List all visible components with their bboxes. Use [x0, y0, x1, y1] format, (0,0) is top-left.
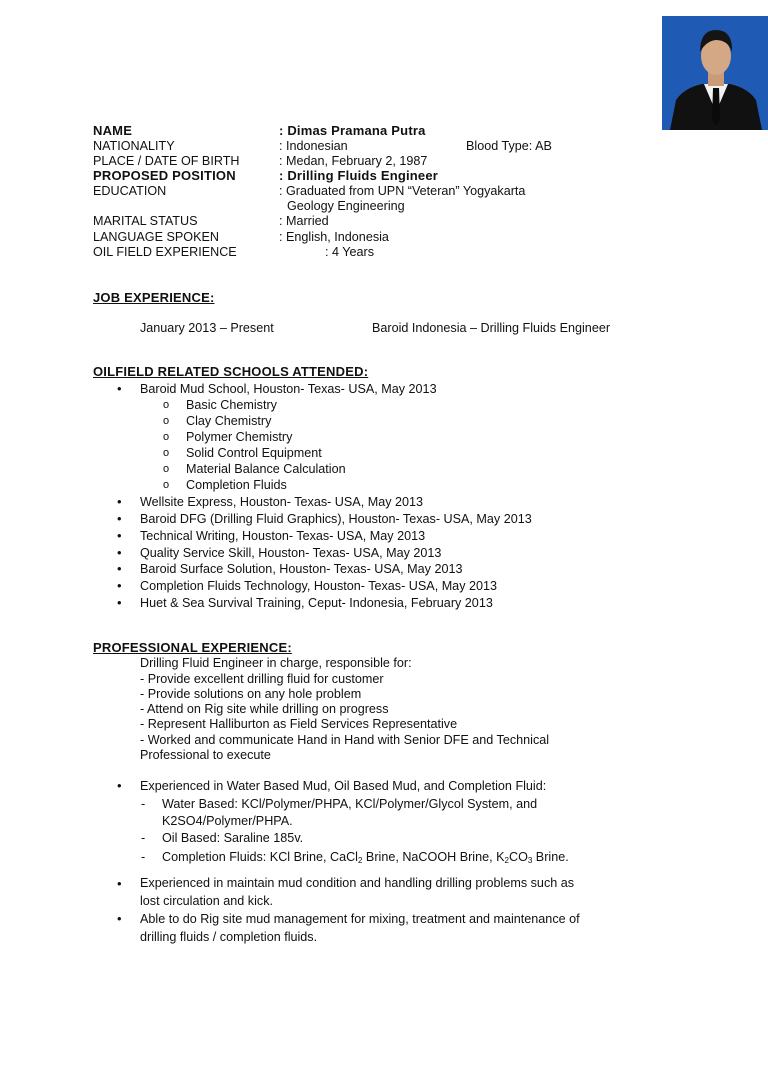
job-period: January 2013 – Present: [140, 321, 274, 335]
school-subitem: Polymer Chemistry: [186, 430, 293, 444]
bullet-icon: •: [117, 595, 122, 610]
schools-heading: OILFIELD RELATED SCHOOLS ATTENDED:: [93, 364, 369, 379]
bullet-icon: •: [117, 911, 122, 926]
circle-bullet-icon: o: [163, 399, 170, 411]
bullet-icon: •: [117, 578, 122, 593]
birth-value: : Medan, February 2, 1987: [279, 154, 428, 168]
nationality-value: : Indonesian: [279, 139, 348, 153]
duty-line: - Attend on Rig site while drilling on progress: [140, 702, 389, 716]
bullet-icon: •: [117, 511, 122, 526]
school-item: Quality Service Skill, Houston- Texas- USA, May 2013: [140, 546, 442, 560]
duty-line: - Provide excellent drilling fluid for customer: [140, 672, 384, 686]
school-item: Technical Writing, Houston- Texas- USA, May 2013: [140, 529, 426, 543]
water-based-2: K2SO4/Polymer/PHPA.: [162, 814, 293, 828]
marital-label: MARITAL STATUS: [93, 214, 198, 228]
bullet-icon: •: [117, 876, 122, 891]
professional-heading: PROFESSIONAL EXPERIENCE:: [93, 640, 292, 655]
nationality-label: NATIONALITY: [93, 139, 175, 153]
position-value: : Drilling Fluids Engineer: [279, 168, 439, 183]
school-subitem: Basic Chemistry: [186, 398, 277, 412]
bullet-icon: •: [117, 381, 122, 396]
language-value: : English, Indonesia: [279, 230, 389, 244]
bullet-icon: •: [117, 545, 122, 560]
maintain-line: Experienced in maintain mud condition and handling drilling problems such as: [140, 876, 575, 890]
job-heading: JOB EXPERIENCE:: [93, 290, 215, 305]
rig-line: Able to do Rig site mud management for mixing, treatment and maintenance of: [140, 912, 580, 926]
bullet-icon: •: [117, 778, 122, 793]
school-subitem: Completion Fluids: [186, 478, 287, 492]
school-item: Huet & Sea Survival Training, Ceput- Indonesia, February 2013: [140, 596, 493, 610]
oil-based: Oil Based: Saraline 185v.: [162, 831, 304, 845]
professional-intro: Drilling Fluid Engineer in charge, responsible for:: [140, 656, 412, 670]
education-value-2: Geology Engineering: [287, 199, 405, 213]
experience-label: OIL FIELD EXPERIENCE: [93, 245, 237, 259]
circle-bullet-icon: o: [163, 479, 170, 491]
marital-value: : Married: [279, 214, 329, 228]
school-item: Baroid Mud School, Houston- Texas- USA, May 2013: [140, 382, 437, 396]
bullet-icon: •: [117, 494, 122, 509]
dash-bullet-icon: -: [141, 797, 146, 811]
bullet-icon: •: [117, 528, 122, 543]
position-label: PROPOSED POSITION: [93, 168, 236, 183]
education-label: EDUCATION: [93, 184, 167, 198]
name-label: NAME: [93, 123, 133, 138]
rig-line-2: drilling fluids / completion fluids.: [140, 930, 318, 944]
duty-line: - Represent Halliburton as Field Services Representative: [140, 717, 458, 731]
school-subitem: Clay Chemistry: [186, 414, 272, 428]
name-value: : Dimas Pramana Putra: [279, 123, 426, 138]
duty-line: Professional to execute: [140, 748, 271, 762]
profile-photo: [662, 16, 768, 130]
birth-label: PLACE / DATE OF BIRTH: [93, 154, 240, 168]
maintain-line-2: lost circulation and kick.: [140, 894, 273, 908]
school-item: Baroid DFG (Drilling Fluid Graphics), Houston- Texas- USA, May 2013: [140, 512, 532, 526]
mud-experience: Experienced in Water Based Mud, Oil Based Mud, and Completion Fluid:: [140, 779, 547, 793]
circle-bullet-icon: o: [163, 415, 170, 427]
circle-bullet-icon: o: [163, 463, 170, 475]
dash-bullet-icon: -: [141, 831, 146, 845]
bullet-icon: •: [117, 561, 122, 576]
job-role: Baroid Indonesia – Drilling Fluids Engineer: [372, 321, 611, 335]
circle-bullet-icon: o: [163, 447, 170, 459]
circle-bullet-icon: o: [163, 431, 170, 443]
duty-line: - Worked and communicate Hand in Hand with Senior DFE and Technical: [140, 733, 550, 747]
school-item: Baroid Surface Solution, Houston- Texas- USA, May 2013: [140, 562, 463, 576]
education-value: : Graduated from UPN “Veteran” Yogyakarta: [279, 184, 526, 198]
dash-bullet-icon: -: [141, 850, 146, 864]
duty-line: - Provide solutions on any hole problem: [140, 687, 362, 701]
school-subitem: Material Balance Calculation: [186, 462, 346, 476]
school-subitem: Solid Control Equipment: [186, 446, 322, 460]
completion-fluids: Completion Fluids: KCl Brine, CaCl$_2$ Brine, NaCOOH Brine, $K_2CO_3$ Brine.: [162, 850, 569, 865]
blood-type: Blood Type: AB: [466, 139, 552, 153]
water-based: Water Based: KCl/Polymer/PHPA, KCl/Polymer/Glycol System, and: [162, 797, 538, 811]
language-label: LANGUAGE SPOKEN: [93, 230, 219, 244]
school-item: Completion Fluids Technology, Houston- Texas- USA, May 2013: [140, 579, 498, 593]
school-item: Wellsite Express, Houston- Texas- USA, May 2013: [140, 495, 424, 509]
experience-value: : 4 Years: [325, 245, 375, 259]
